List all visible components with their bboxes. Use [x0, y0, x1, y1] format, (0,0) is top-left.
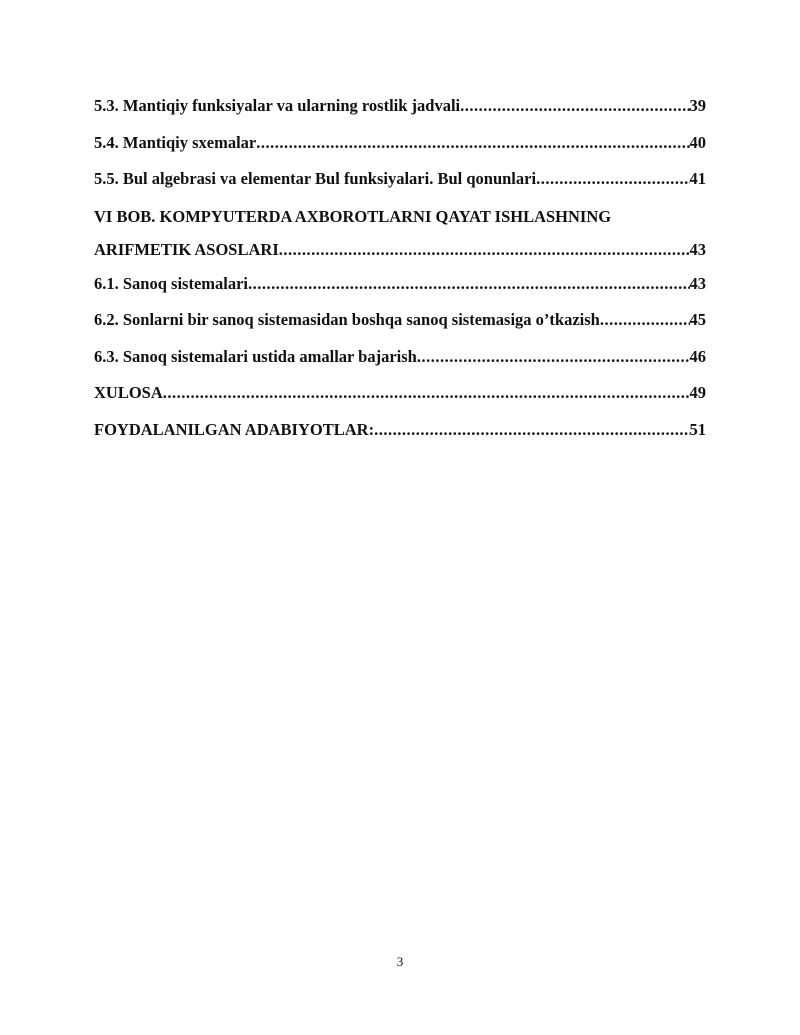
toc-leader-dots — [417, 339, 690, 376]
toc-entry-page: 41 — [689, 169, 706, 188]
toc-leader-dots — [163, 375, 690, 412]
toc-entry[interactable] — [94, 375, 706, 412]
toc-leader-dots — [600, 302, 690, 339]
toc-entry-title: 6.1. Sanoq sistemalari — [94, 273, 249, 293]
toc-entry-title: 5.5. Bul algebrasi va elementar Bul funksiyalari. Bul qonunlari — [94, 169, 537, 188]
toc-entry-page: 40 — [689, 132, 706, 152]
toc-entry-page: 46 — [689, 346, 706, 366]
toc-entry-page: 49 — [689, 383, 706, 402]
toc-entry-page: 45 — [689, 310, 706, 329]
toc-entry-page: 43 — [689, 239, 706, 259]
toc-entry-title-line1: VI BOB. KOMPYUTERDA AXBOROTLARNI QAYAT ISHLASHNING — [94, 206, 612, 226]
toc-entry[interactable] — [94, 302, 706, 339]
toc-leader-dots — [460, 88, 689, 125]
toc-entry-title: 5.4. Mantiqiy sxemalar — [94, 132, 257, 152]
toc-leader-dots — [256, 125, 689, 162]
toc-entry-title: XULOSA — [94, 383, 163, 402]
toc-entry-title: FOYDALANILGAN ADABIYOTLAR: — [94, 419, 375, 439]
toc-leader-dots — [279, 233, 690, 266]
toc-entry-title-line2: ARIFMETIK ASOSLARI — [94, 239, 279, 259]
toc-entry-title: 6.3. Sanoq sistemalari ustida amallar bajarish — [94, 346, 417, 366]
toc-entry-page: 39 — [689, 96, 706, 115]
toc-entry-line2 — [94, 233, 706, 266]
toc-entry[interactable] — [94, 125, 706, 162]
toc-entry[interactable] — [94, 266, 706, 303]
table-of-contents — [94, 88, 706, 448]
toc-leader-dots — [248, 266, 689, 303]
toc-entry[interactable] — [94, 161, 706, 198]
toc-entry-title: 5.3. Mantiqiy funksiyalar va ularning rostlik jadvali — [94, 96, 461, 115]
toc-entry-title: 6.2. Sonlarni bir sanoq sistemasidan boshqa sanoq sistemasiga o’tkazish — [94, 310, 600, 329]
toc-entry[interactable] — [94, 412, 706, 449]
toc-entry[interactable] — [94, 339, 706, 376]
toc-leader-dots — [374, 412, 689, 449]
toc-entry-page: 43 — [689, 273, 706, 293]
toc-leader-dots — [536, 161, 689, 198]
toc-entry[interactable] — [94, 88, 706, 125]
toc-entry-page: 51 — [689, 419, 706, 439]
page-number: 3 — [396, 954, 404, 969]
toc-entry-chapter[interactable] — [94, 200, 706, 266]
